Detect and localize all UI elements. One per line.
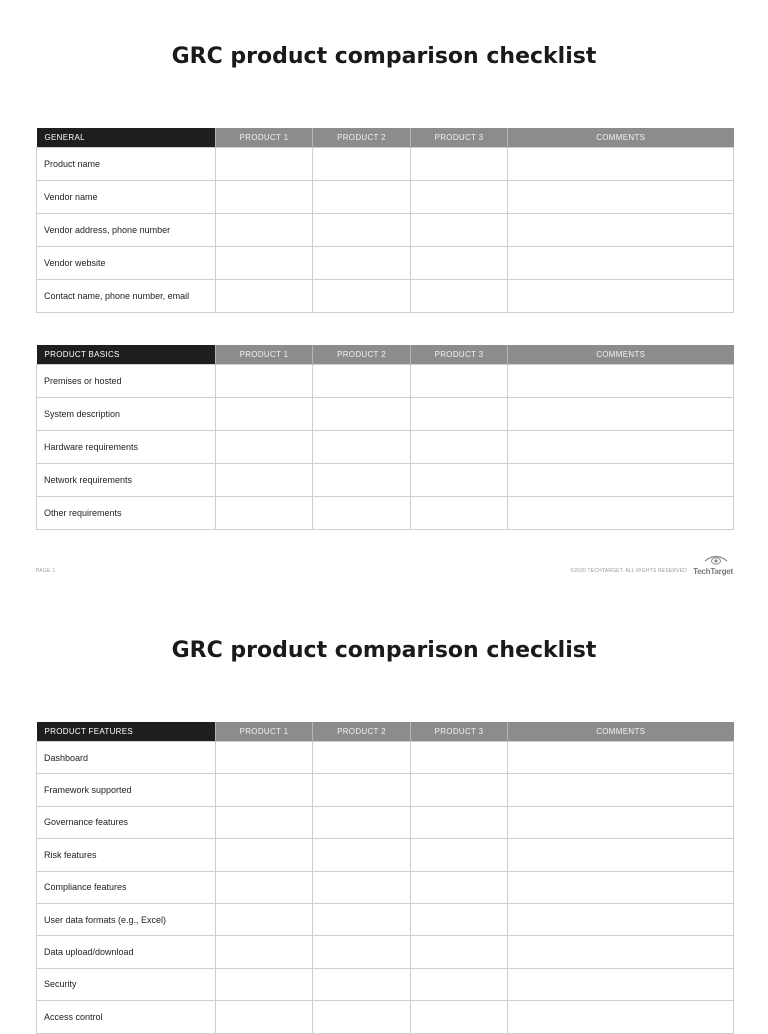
table-row <box>37 903 734 935</box>
product-1-cell[interactable] <box>216 839 313 871</box>
table-header-row <box>37 345 734 365</box>
product-2-cell[interactable] <box>313 497 411 530</box>
row-label: Hardware requirements <box>37 431 216 464</box>
table-row <box>37 1001 734 1033</box>
column-header-product-1: PRODUCT 1 <box>216 722 313 742</box>
eye-icon <box>704 554 728 566</box>
page-title: GRC product comparison checklist <box>171 44 597 69</box>
product-2-cell[interactable] <box>313 1001 411 1033</box>
comments-cell[interactable] <box>508 365 734 398</box>
row-label: Vendor website <box>37 247 216 280</box>
comments-cell[interactable] <box>508 464 734 497</box>
table-header-row <box>37 722 734 742</box>
column-header-product-2: PRODUCT 2 <box>313 722 411 742</box>
product-2-cell[interactable] <box>313 280 411 313</box>
section-header: PRODUCT BASICS <box>37 345 216 365</box>
comments-cell[interactable] <box>508 1001 734 1033</box>
product-2-cell[interactable] <box>313 903 411 935</box>
row-label: Security <box>37 968 216 1000</box>
table-row <box>37 148 734 181</box>
product-3-cell[interactable] <box>411 968 508 1000</box>
column-header-product-1: PRODUCT 1 <box>216 128 313 148</box>
product-1-cell[interactable] <box>216 431 313 464</box>
product-1-cell[interactable] <box>216 148 313 181</box>
product-1-cell[interactable] <box>216 280 313 313</box>
product-2-cell[interactable] <box>313 968 411 1000</box>
row-label: Dashboard <box>37 742 216 774</box>
table-row <box>37 936 734 968</box>
product-3-cell[interactable] <box>411 742 508 774</box>
row-label: Compliance features <box>37 871 216 903</box>
product-2-cell[interactable] <box>313 936 411 968</box>
table-row <box>37 742 734 774</box>
table-header-row <box>37 128 734 148</box>
column-header-product-3: PRODUCT 3 <box>411 722 508 742</box>
product-2-cell[interactable] <box>313 365 411 398</box>
product-1-cell[interactable] <box>216 497 313 530</box>
comments-cell[interactable] <box>508 936 734 968</box>
row-label: User data formats (e.g., Excel) <box>37 903 216 935</box>
product-3-cell[interactable] <box>411 398 508 431</box>
product-2-cell[interactable] <box>313 774 411 806</box>
copyright-notice: ©2020 TECHTARGET. ALL RIGHTS RESERVED <box>570 568 687 574</box>
row-label: System description <box>37 398 216 431</box>
product-3-cell[interactable] <box>411 464 508 497</box>
product-3-cell[interactable] <box>411 871 508 903</box>
row-label: Product name <box>37 148 216 181</box>
row-label: Access control <box>37 1001 216 1033</box>
product-3-cell[interactable] <box>411 936 508 968</box>
row-label: Data upload/download <box>37 936 216 968</box>
comments-cell[interactable] <box>508 903 734 935</box>
product-3-cell[interactable] <box>411 280 508 313</box>
table-row <box>37 398 734 431</box>
column-header-comments: COMMENTS <box>508 128 734 148</box>
row-label: Framework supported <box>37 774 216 806</box>
table-row <box>37 839 734 871</box>
row-label: Governance features <box>37 806 216 838</box>
comments-cell[interactable] <box>508 839 734 871</box>
product-2-cell[interactable] <box>313 148 411 181</box>
row-label: Other requirements <box>37 497 216 530</box>
product-3-cell[interactable] <box>411 774 508 806</box>
product-1-cell[interactable] <box>216 903 313 935</box>
comments-cell[interactable] <box>508 806 734 838</box>
product-2-cell[interactable] <box>313 839 411 871</box>
section-header: GENERAL <box>37 128 216 148</box>
table-row <box>37 280 734 313</box>
row-label: Vendor name <box>37 181 216 214</box>
column-header-product-2: PRODUCT 2 <box>313 345 411 365</box>
product-3-cell[interactable] <box>411 806 508 838</box>
product-1-cell[interactable] <box>216 742 313 774</box>
table-row <box>37 181 734 214</box>
product-3-cell[interactable] <box>411 839 508 871</box>
comments-cell[interactable] <box>508 247 734 280</box>
product-2-cell[interactable] <box>313 181 411 214</box>
product-2-cell[interactable] <box>313 247 411 280</box>
product-1-cell[interactable] <box>216 247 313 280</box>
product-2-cell[interactable] <box>313 214 411 247</box>
table-row <box>37 464 734 497</box>
column-header-comments: COMMENTS <box>508 345 734 365</box>
techtarget-logo <box>691 554 733 576</box>
row-label: Premises or hosted <box>37 365 216 398</box>
product-1-cell[interactable] <box>216 181 313 214</box>
product-2-cell[interactable] <box>313 464 411 497</box>
general-table <box>36 128 734 313</box>
comments-cell[interactable] <box>508 968 734 1000</box>
table-row <box>37 806 734 838</box>
product-1-cell[interactable] <box>216 1001 313 1033</box>
page-footer <box>36 546 733 576</box>
comments-cell[interactable] <box>508 280 734 313</box>
product-basics-table <box>36 345 734 530</box>
comments-cell[interactable] <box>508 431 734 464</box>
product-1-cell[interactable] <box>216 398 313 431</box>
page-number: PAGE 1 <box>36 568 56 574</box>
product-1-cell[interactable] <box>216 214 313 247</box>
page-title: GRC product comparison checklist <box>171 638 597 663</box>
logo-text: TechTarget <box>693 567 733 576</box>
product-2-cell[interactable] <box>313 431 411 464</box>
product-3-cell[interactable] <box>411 497 508 530</box>
product-1-cell[interactable] <box>216 871 313 903</box>
column-header-product-3: PRODUCT 3 <box>411 128 508 148</box>
product-3-cell[interactable] <box>411 214 508 247</box>
product-3-cell[interactable] <box>411 181 508 214</box>
comments-cell[interactable] <box>508 871 734 903</box>
product-1-cell[interactable] <box>216 774 313 806</box>
product-3-cell[interactable] <box>411 247 508 280</box>
product-2-cell[interactable] <box>313 871 411 903</box>
product-1-cell[interactable] <box>216 365 313 398</box>
comments-cell[interactable] <box>508 398 734 431</box>
table-row <box>37 365 734 398</box>
product-3-cell[interactable] <box>411 365 508 398</box>
comments-cell[interactable] <box>508 742 734 774</box>
column-header-product-3: PRODUCT 3 <box>411 345 508 365</box>
product-1-cell[interactable] <box>216 464 313 497</box>
product-3-cell[interactable] <box>411 903 508 935</box>
product-3-cell[interactable] <box>411 148 508 181</box>
table-row <box>37 214 734 247</box>
table-row <box>37 497 734 530</box>
product-3-cell[interactable] <box>411 431 508 464</box>
product-2-cell[interactable] <box>313 398 411 431</box>
product-1-cell[interactable] <box>216 968 313 1000</box>
table-row <box>37 247 734 280</box>
table-row <box>37 431 734 464</box>
row-label: Risk features <box>37 839 216 871</box>
comments-cell[interactable] <box>508 497 734 530</box>
comments-cell[interactable] <box>508 148 734 181</box>
section-header: PRODUCT FEATURES <box>37 722 216 742</box>
row-label: Network requirements <box>37 464 216 497</box>
column-header-product-1: PRODUCT 1 <box>216 345 313 365</box>
product-1-cell[interactable] <box>216 936 313 968</box>
row-label: Contact name, phone number, email <box>37 280 216 313</box>
comments-cell[interactable] <box>508 774 734 806</box>
product-2-cell[interactable] <box>313 742 411 774</box>
column-header-comments: COMMENTS <box>508 722 734 742</box>
column-header-product-2: PRODUCT 2 <box>313 128 411 148</box>
product-3-cell[interactable] <box>411 1001 508 1033</box>
product-1-cell[interactable] <box>216 806 313 838</box>
comments-cell[interactable] <box>508 181 734 214</box>
product-2-cell[interactable] <box>313 806 411 838</box>
comments-cell[interactable] <box>508 214 734 247</box>
product-features-table <box>36 722 734 1034</box>
table-row <box>37 774 734 806</box>
table-row <box>37 871 734 903</box>
row-label: Vendor address, phone number <box>37 214 216 247</box>
table-row <box>37 968 734 1000</box>
